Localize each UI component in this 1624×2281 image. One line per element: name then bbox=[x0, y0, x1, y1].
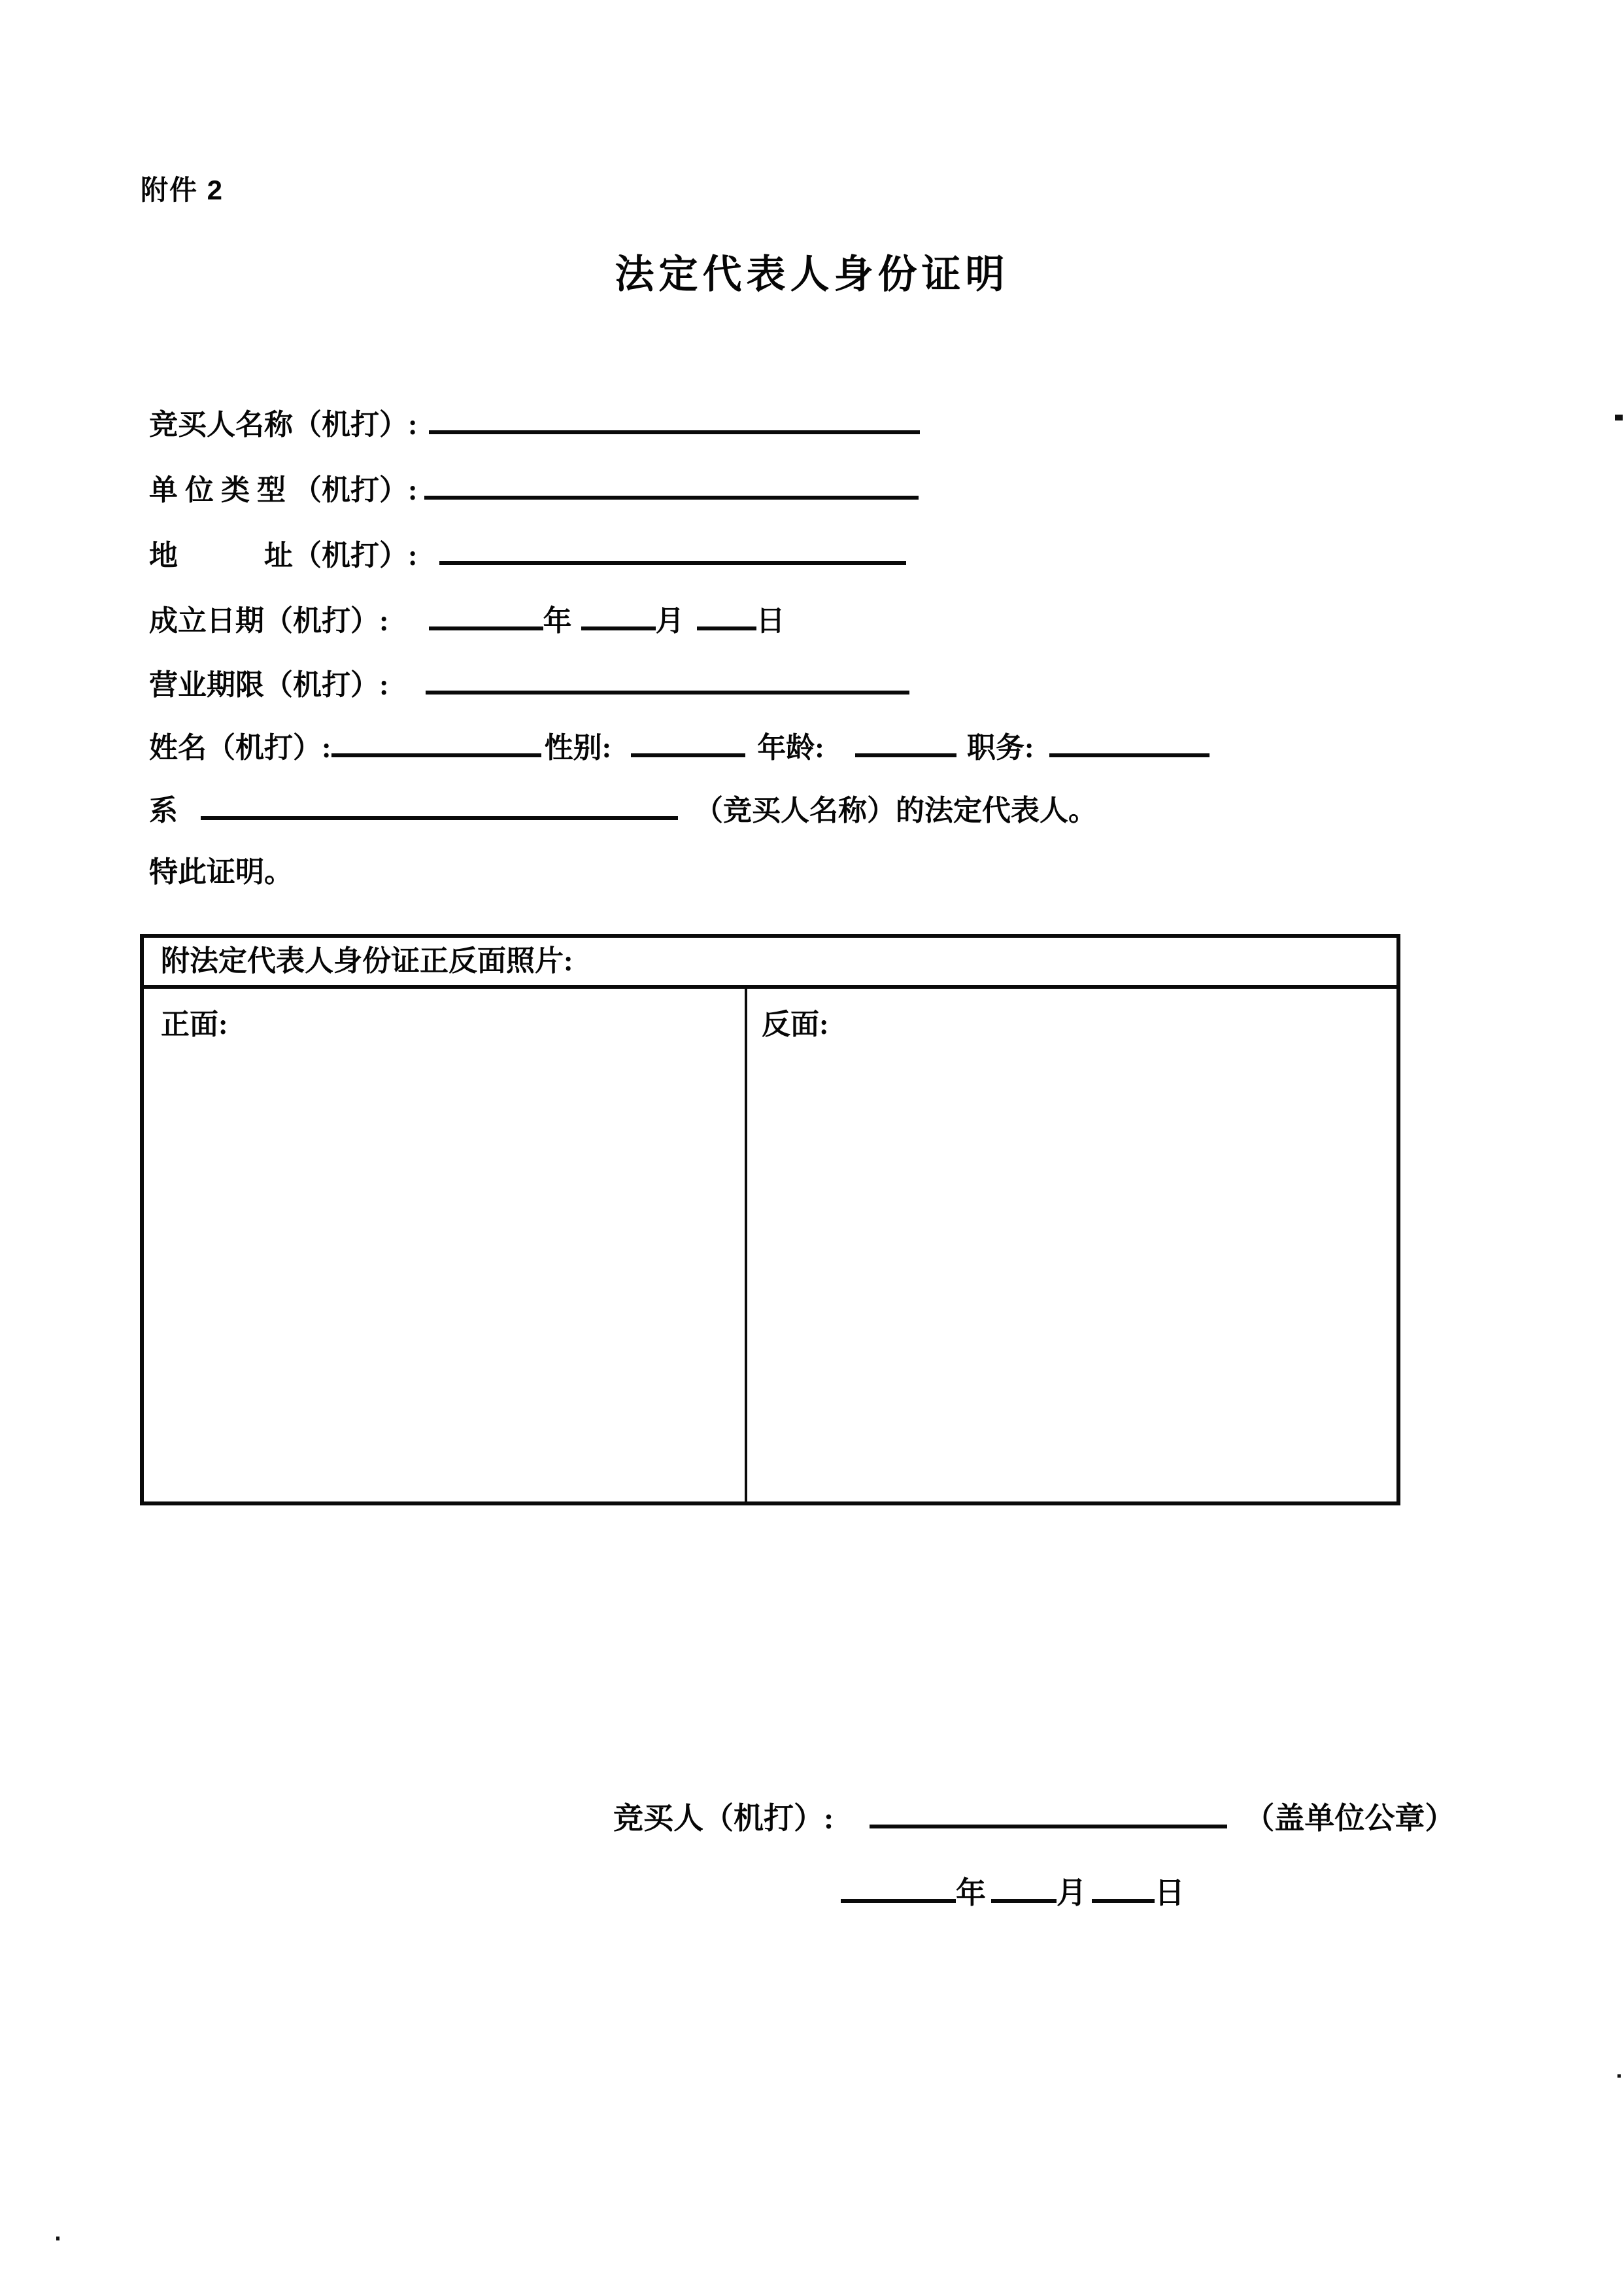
form-row-person bbox=[149, 730, 1210, 766]
relation-suffix-label: （竞买人名称）的法定代表人。 bbox=[694, 795, 1097, 827]
date-month-label: 月 bbox=[1057, 1876, 1087, 1910]
business-term-blank bbox=[426, 684, 909, 695]
scan-artifact bbox=[56, 2237, 59, 2240]
business-term-label: 营业期限（机打）: bbox=[149, 669, 389, 701]
position-label: 职务: bbox=[966, 732, 1034, 764]
address-label: 地 址（机打）: bbox=[149, 540, 418, 572]
form-row-relation bbox=[149, 793, 1097, 829]
id-photo-box bbox=[140, 934, 1400, 1505]
id-photo-front-cell bbox=[144, 989, 747, 1501]
date-day-label: 日 bbox=[1155, 1876, 1185, 1910]
date-month-blank bbox=[991, 1893, 1057, 1903]
establish-month-blank bbox=[581, 620, 656, 630]
id-photo-front-label: 正面: bbox=[161, 1008, 228, 1040]
scan-artifact bbox=[1617, 2074, 1621, 2078]
seal-note-label: （盖单位公章） bbox=[1244, 1802, 1455, 1835]
signature-buyer-label: 竞买人（机打）: bbox=[613, 1802, 834, 1835]
name-label: 姓名（机打）: bbox=[149, 732, 331, 764]
form-row-business-term bbox=[149, 667, 909, 704]
gender-label: 性别: bbox=[544, 732, 612, 764]
id-photo-back-cell bbox=[747, 989, 1396, 1501]
form-row-buyer-name bbox=[149, 407, 920, 443]
signature-buyer-blank bbox=[870, 1818, 1227, 1828]
date-year-label: 年 bbox=[956, 1876, 986, 1910]
day-label: 日 bbox=[756, 605, 785, 637]
form-row-address bbox=[149, 538, 906, 574]
form-row-certify bbox=[149, 854, 293, 891]
establish-date-label: 成立日期（机打）: bbox=[149, 605, 389, 637]
page-title: 法定代表人身份证明 bbox=[615, 252, 1009, 296]
position-blank bbox=[1049, 747, 1210, 757]
age-label: 年龄: bbox=[757, 732, 824, 764]
age-blank bbox=[855, 747, 956, 757]
establish-day-blank bbox=[697, 620, 756, 630]
id-photo-box-header: 附法定代表人身份证正反面照片: bbox=[144, 938, 1396, 989]
signature-date-row bbox=[841, 1874, 1185, 1912]
buyer-name-label: 竞买人名称（机打）: bbox=[149, 409, 418, 441]
establish-year-blank bbox=[429, 620, 543, 630]
month-label: 月 bbox=[655, 605, 685, 637]
unit-type-label: 单 位 类 型 （机打）: bbox=[149, 474, 418, 506]
form-row-unit-type bbox=[149, 472, 919, 509]
year-label: 年 bbox=[543, 605, 572, 637]
buyer-name-blank bbox=[429, 424, 920, 434]
signature-row bbox=[613, 1800, 1455, 1838]
name-blank bbox=[331, 747, 541, 757]
relation-company-blank bbox=[201, 810, 678, 820]
address-blank bbox=[439, 555, 906, 565]
certify-statement: 特此证明。 bbox=[149, 856, 293, 888]
gender-blank bbox=[631, 747, 745, 757]
date-day-blank bbox=[1092, 1893, 1155, 1903]
form-row-establish-date bbox=[149, 603, 785, 640]
date-year-blank bbox=[841, 1893, 956, 1903]
id-photo-cells bbox=[144, 989, 1396, 1501]
id-photo-back-label: 反面: bbox=[762, 1008, 829, 1040]
unit-type-blank bbox=[424, 489, 919, 500]
attachment-label: 附件 2 bbox=[141, 175, 224, 205]
relation-prefix-label: 系 bbox=[149, 795, 178, 827]
scan-artifact bbox=[1615, 415, 1623, 420]
